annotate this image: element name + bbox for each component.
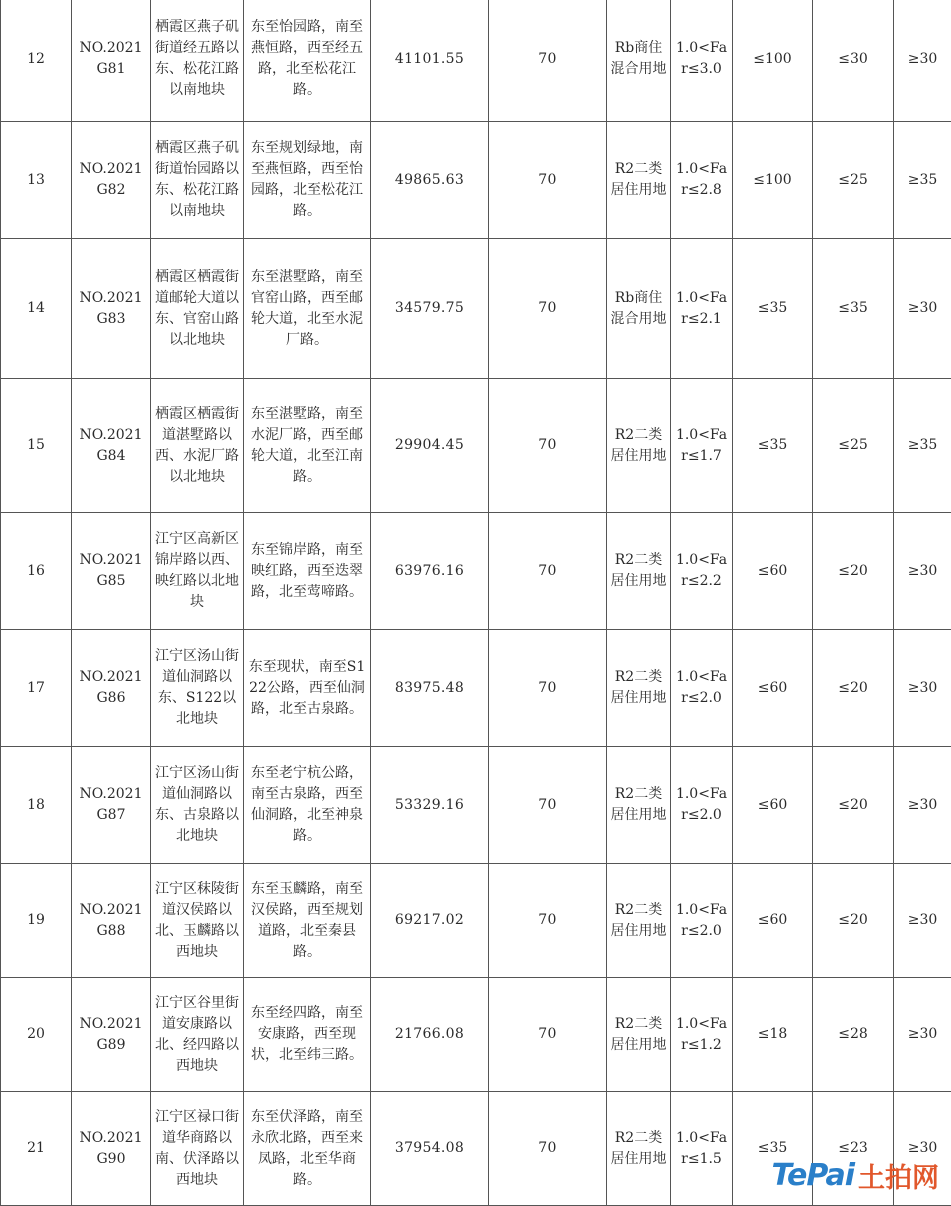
- building-density-cell: ≤20: [813, 747, 894, 864]
- area-cell: 83975.48: [371, 630, 489, 747]
- building-density-cell: ≤20: [813, 864, 894, 978]
- green-ratio-cell: ≥30: [894, 747, 951, 864]
- boundary-cell: 东至规划绿地，南至燕恒路，西至怡园路，北至松花江路。: [244, 122, 371, 239]
- land-use-cell: R2二类居住用地: [607, 1092, 671, 1206]
- building-height-cell: ≤60: [733, 864, 813, 978]
- boundary-cell: 东至玉麟路，南至汉侯路，西至规划道路，北至秦县路。: [244, 864, 371, 978]
- land-use-cell: R2二类居住用地: [607, 513, 671, 630]
- green-ratio-cell: ≥30: [894, 0, 951, 122]
- row-number-cell: 21: [1, 1092, 72, 1206]
- location-cell: 栖霞区栖霞街道邮轮大道以东、官窑山路以北地块: [151, 239, 244, 379]
- green-ratio-cell: ≥30: [894, 1092, 951, 1206]
- table-row: [1, 0, 951, 122]
- land-use-cell: R2二类居住用地: [607, 747, 671, 864]
- building-height-cell: ≤18: [733, 978, 813, 1092]
- building-height-cell: ≤60: [733, 747, 813, 864]
- row-number-cell: 20: [1, 978, 72, 1092]
- watermark-chinese-text: 土拍网: [858, 1156, 939, 1195]
- building-density-cell: ≤25: [813, 379, 894, 513]
- location-cell: 栖霞区燕子矶街道怡园路以东、松花江路以南地块: [151, 122, 244, 239]
- term-years-cell: 70: [489, 864, 607, 978]
- boundary-cell: 东至经四路，南至安康路，西至现状，北至纬三路。: [244, 978, 371, 1092]
- location-cell: 江宁区禄口街道华商路以南、伏泽路以西地块: [151, 1092, 244, 1206]
- location-cell: 栖霞区燕子矶街道经五路以东、松花江路以南地块: [151, 0, 244, 122]
- plot-ratio-cell: 1.0<Far≤1.2: [671, 978, 733, 1092]
- green-ratio-cell: ≥30: [894, 513, 951, 630]
- building-density-cell: ≤35: [813, 239, 894, 379]
- plot-ratio-cell: 1.0<Far≤1.5: [671, 1092, 733, 1206]
- building-height-cell: ≤60: [733, 513, 813, 630]
- land-use-cell: R2二类居住用地: [607, 379, 671, 513]
- parcel-code-cell: NO.2021G86: [72, 630, 151, 747]
- land-use-cell: R2二类居住用地: [607, 978, 671, 1092]
- boundary-cell: 东至湛墅路，南至官窑山路，西至邮轮大道，北至水泥厂路。: [244, 239, 371, 379]
- green-ratio-cell: ≥30: [894, 864, 951, 978]
- land-use-cell: R2二类居住用地: [607, 630, 671, 747]
- building-density-cell: ≤20: [813, 630, 894, 747]
- land-use-cell: R2二类居住用地: [607, 864, 671, 978]
- boundary-cell: 东至现状，南至S122公路，西至仙洞路，北至古泉路。: [244, 630, 371, 747]
- area-cell: 29904.45: [371, 379, 489, 513]
- term-years-cell: 70: [489, 239, 607, 379]
- building-height-cell: ≤35: [733, 239, 813, 379]
- area-cell: 41101.55: [371, 0, 489, 122]
- row-number-cell: 18: [1, 747, 72, 864]
- term-years-cell: 70: [489, 978, 607, 1092]
- row-number-cell: 12: [1, 0, 72, 122]
- plot-ratio-cell: 1.0<Far≤2.0: [671, 630, 733, 747]
- watermark-latin-text: TePai: [771, 1158, 854, 1193]
- building-height-cell: ≤100: [733, 0, 813, 122]
- table-row: [1, 747, 951, 864]
- row-number-cell: 17: [1, 630, 72, 747]
- plot-ratio-cell: 1.0<Far≤2.0: [671, 747, 733, 864]
- building-height-cell: ≤35: [733, 1092, 813, 1206]
- table-row: [1, 239, 951, 379]
- plot-ratio-cell: 1.0<Far≤2.2: [671, 513, 733, 630]
- parcel-code-cell: NO.2021G87: [72, 747, 151, 864]
- row-number-cell: 13: [1, 122, 72, 239]
- location-cell: 江宁区汤山街道仙洞路以东、S122以北地块: [151, 630, 244, 747]
- building-height-cell: ≤35: [733, 379, 813, 513]
- table-row: [1, 122, 951, 239]
- building-density-cell: ≤30: [813, 0, 894, 122]
- parcel-code-cell: NO.2021G89: [72, 978, 151, 1092]
- parcel-code-cell: NO.2021G83: [72, 239, 151, 379]
- boundary-cell: 东至湛墅路，南至水泥厂路，西至邮轮大道，北至江南路。: [244, 379, 371, 513]
- land-use-cell: Rb商住混合用地: [607, 0, 671, 122]
- building-density-cell: ≤25: [813, 122, 894, 239]
- land-use-cell: Rb商住混合用地: [607, 239, 671, 379]
- green-ratio-cell: ≥30: [894, 630, 951, 747]
- table-row: [1, 978, 951, 1092]
- table-row: [1, 513, 951, 630]
- parcel-code-cell: NO.2021G85: [72, 513, 151, 630]
- term-years-cell: 70: [489, 0, 607, 122]
- table-row: [1, 630, 951, 747]
- boundary-cell: 东至伏泽路，南至永欣北路，西至来凤路，北至华商路。: [244, 1092, 371, 1206]
- term-years-cell: 70: [489, 747, 607, 864]
- green-ratio-cell: ≥30: [894, 239, 951, 379]
- table-row: [1, 379, 951, 513]
- parcel-code-cell: NO.2021G81: [72, 0, 151, 122]
- location-cell: 江宁区秣陵街道汉侯路以北、玉麟路以西地块: [151, 864, 244, 978]
- location-cell: 江宁区谷里街道安康路以北、经四路以西地块: [151, 978, 244, 1092]
- plot-ratio-cell: 1.0<Far≤1.7: [671, 379, 733, 513]
- plot-ratio-cell: 1.0<Far≤3.0: [671, 0, 733, 122]
- parcel-code-cell: NO.2021G84: [72, 379, 151, 513]
- area-cell: 53329.16: [371, 747, 489, 864]
- area-cell: 69217.02: [371, 864, 489, 978]
- boundary-cell: 东至老宁杭公路，南至古泉路，西至仙洞路，北至神泉路。: [244, 747, 371, 864]
- area-cell: 37954.08: [371, 1092, 489, 1206]
- land-use-cell: R2二类居住用地: [607, 122, 671, 239]
- term-years-cell: 70: [489, 379, 607, 513]
- plot-ratio-cell: 1.0<Far≤2.0: [671, 864, 733, 978]
- row-number-cell: 16: [1, 513, 72, 630]
- green-ratio-cell: ≥35: [894, 122, 951, 239]
- parcel-code-cell: NO.2021G82: [72, 122, 151, 239]
- building-height-cell: ≤100: [733, 122, 813, 239]
- plot-ratio-cell: 1.0<Far≤2.8: [671, 122, 733, 239]
- location-cell: 江宁区汤山街道仙洞路以东、古泉路以北地块: [151, 747, 244, 864]
- parcel-code-cell: NO.2021G88: [72, 864, 151, 978]
- boundary-cell: 东至锦岸路，南至映红路，西至迭翠路，北至莺啼路。: [244, 513, 371, 630]
- parcel-code-cell: NO.2021G90: [72, 1092, 151, 1206]
- area-cell: 63976.16: [371, 513, 489, 630]
- area-cell: 21766.08: [371, 978, 489, 1092]
- term-years-cell: 70: [489, 1092, 607, 1206]
- row-number-cell: 15: [1, 379, 72, 513]
- term-years-cell: 70: [489, 122, 607, 239]
- row-number-cell: 14: [1, 239, 72, 379]
- building-density-cell: ≤23: [813, 1092, 894, 1206]
- area-cell: 49865.63: [371, 122, 489, 239]
- building-density-cell: ≤20: [813, 513, 894, 630]
- location-cell: 栖霞区栖霞街道湛墅路以西、水泥厂路以北地块: [151, 379, 244, 513]
- term-years-cell: 70: [489, 630, 607, 747]
- table-body: [1, 0, 951, 1206]
- boundary-cell: 东至怡园路，南至燕恒路，西至经五路，北至松花江路。: [244, 0, 371, 122]
- row-number-cell: 19: [1, 864, 72, 978]
- term-years-cell: 70: [489, 513, 607, 630]
- green-ratio-cell: ≥35: [894, 379, 951, 513]
- building-density-cell: ≤28: [813, 978, 894, 1092]
- tepai-watermark-logo: [771, 1154, 939, 1196]
- building-height-cell: ≤60: [733, 630, 813, 747]
- table-row: [1, 864, 951, 978]
- green-ratio-cell: ≥30: [894, 978, 951, 1092]
- plot-ratio-cell: 1.0<Far≤2.1: [671, 239, 733, 379]
- location-cell: 江宁区高新区锦岸路以西、映红路以北地块: [151, 513, 244, 630]
- area-cell: 34579.75: [371, 239, 489, 379]
